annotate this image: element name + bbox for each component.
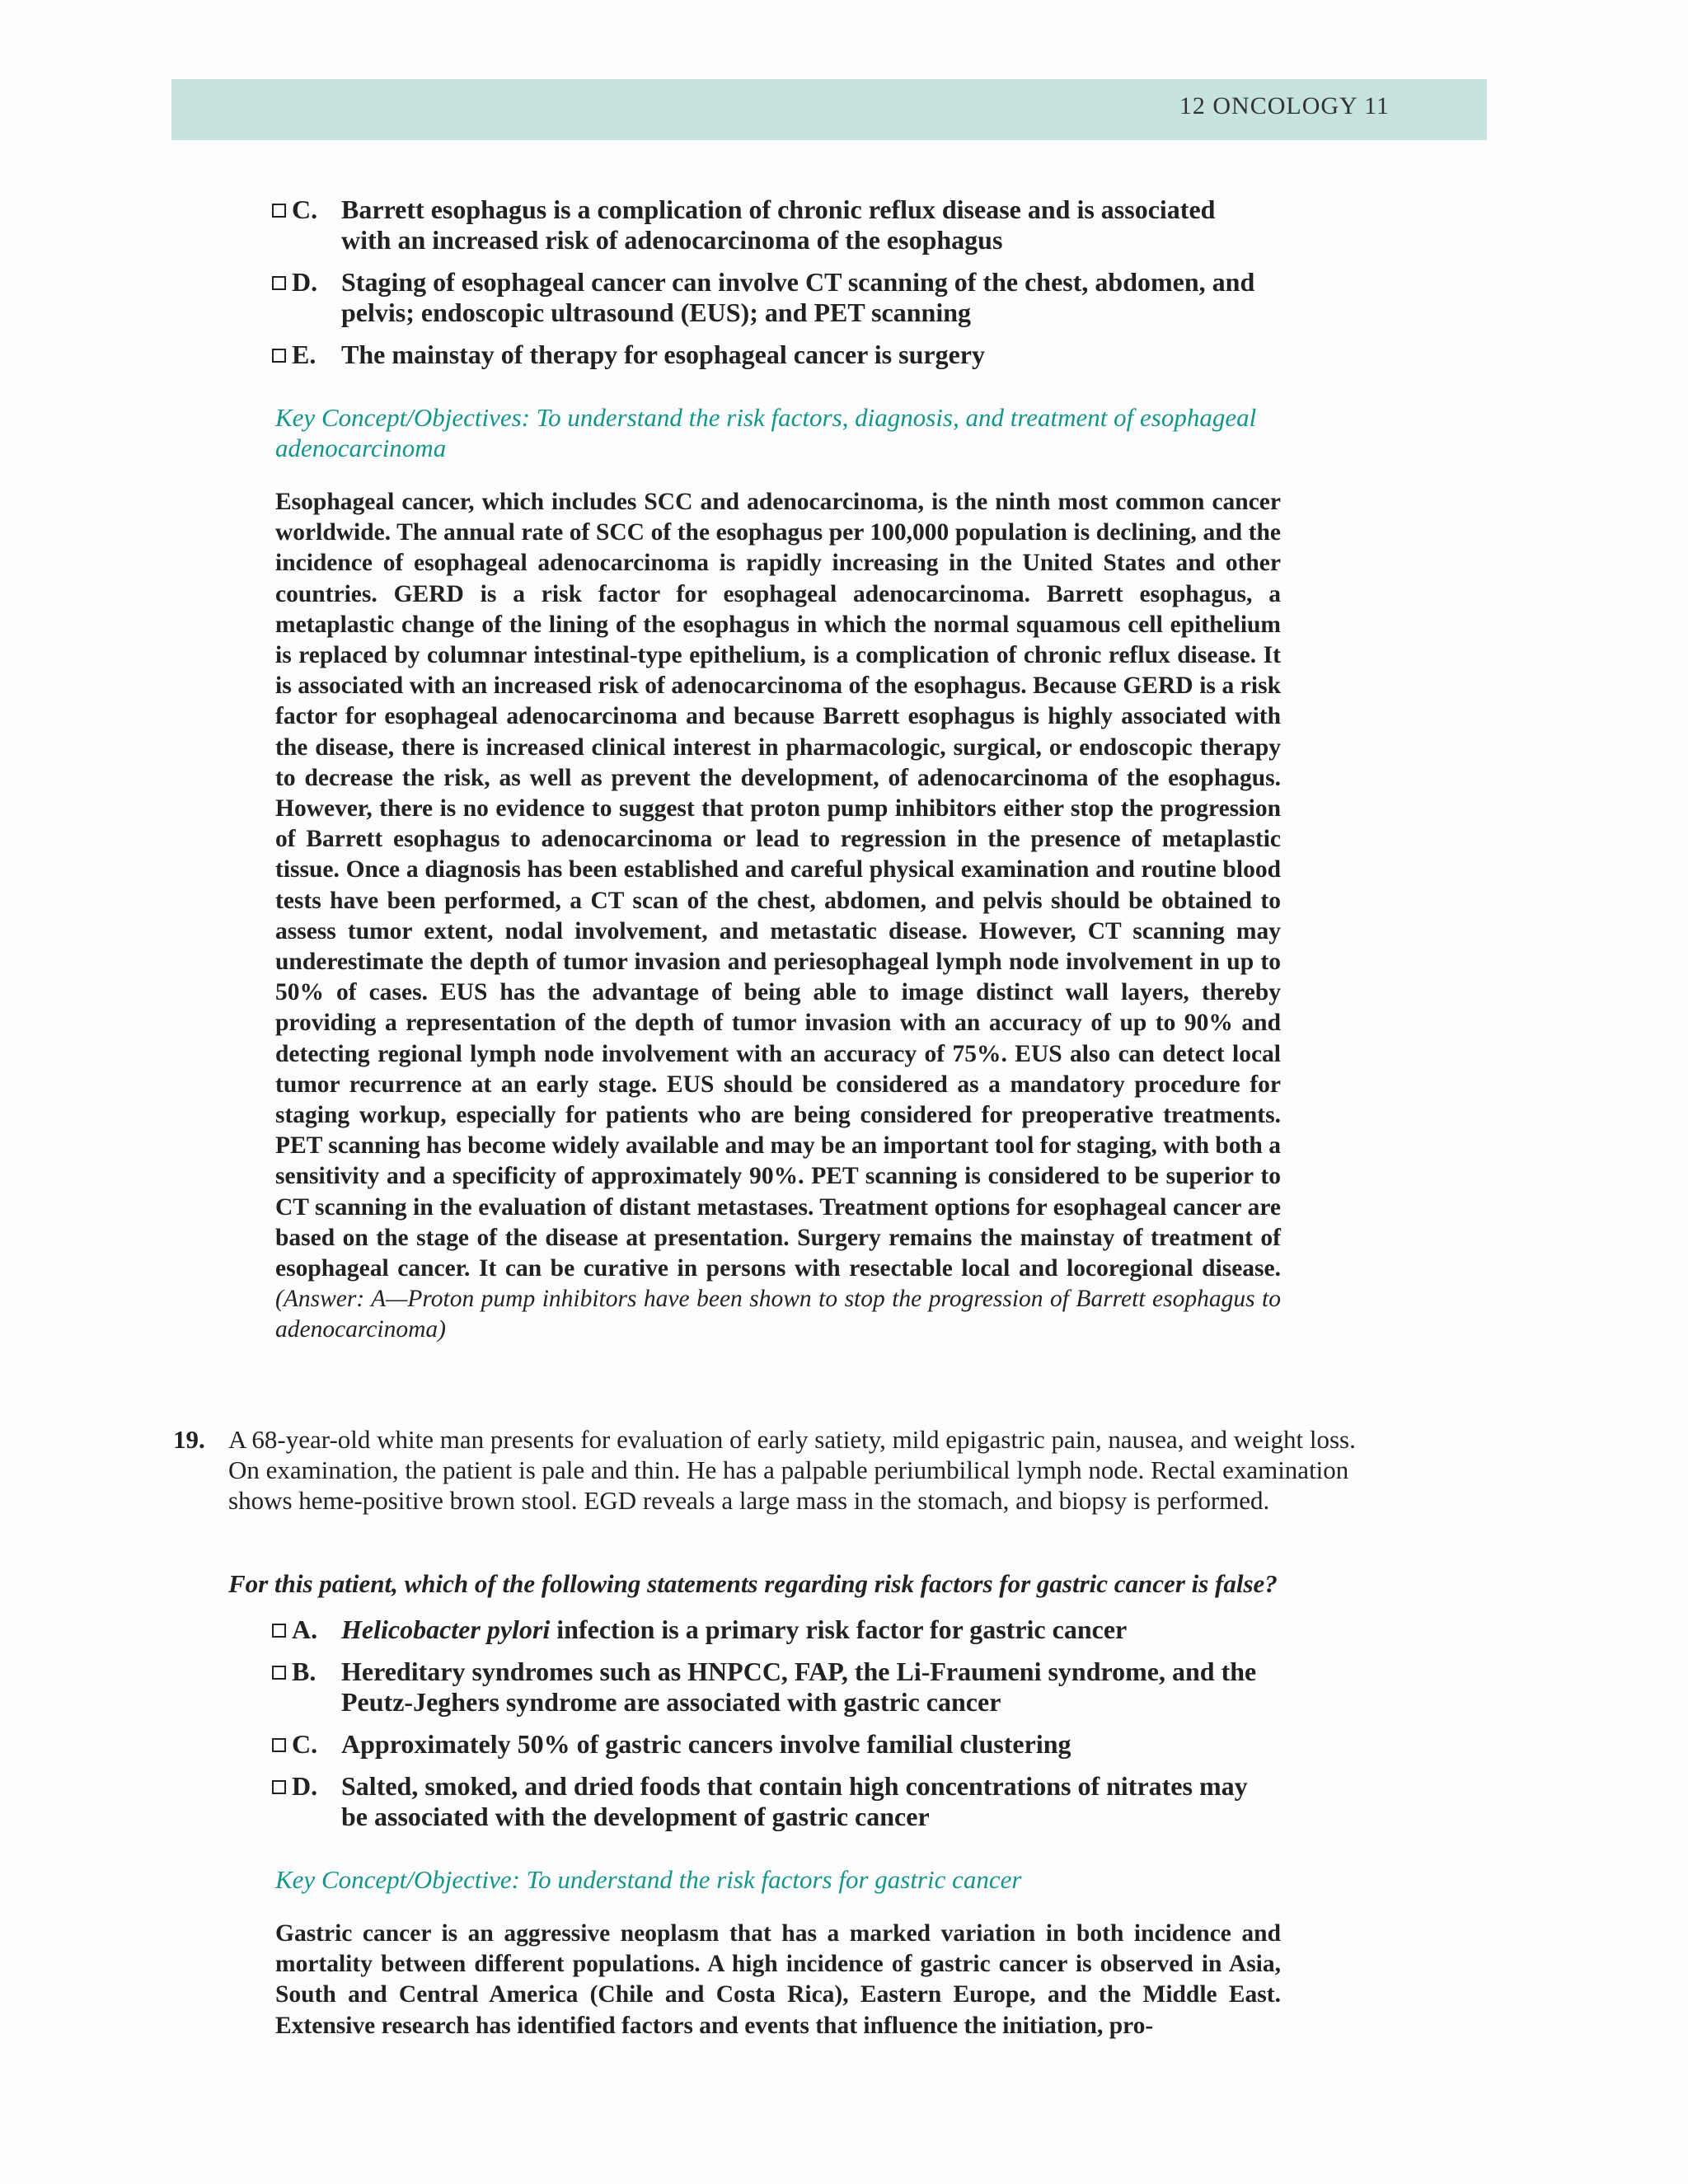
option-text: The mainstay of therapy for esophageal cancer is surgery <box>341 340 985 369</box>
explanation-text: Esophageal cancer, which includes SCC and adenocarcinoma, is the ninth most common cancer worldwide. The annual rate of SCC of the esophagus per 100,000 population is declining, and the incidence of esophageal adenocarcinoma is rapidly increasing in the United States and other countries. GERD is a risk factor for esophageal adenocarcinoma. Barrett esophagus, a metaplastic change of the lining of the esophagus in which the normal squamous cell epithelium is replaced by columnar intestinal-type epithelium, is a complication of chronic reflux disease. It is associated with an increased risk of adenocarcinoma of the esophagus. Because GERD is a risk factor for esophageal adenocarcinoma and because Barrett esophagus is highly associated with the disease, there is increased clinical interest in pharmacologic, surgical, or endoscopic therapy to decrease the risk, as well as prevent the development, of adenocarcinoma of the esophagus. However, there is no evidence to suggest that proton pump inhibitors either stop the progression of Barrett esophagus to adenocarcinoma or lead to regression in the presence of metaplastic tissue. Once a diagnosis has been established and careful physical examination and routine blood tests have been performed, a CT scan of the chest, abdomen, and pelvis should be obtained to assess tumor extent, nodal involvement, and metastatic disease. However, CT scanning may underestimate the depth of tumor invasion and periesophageal lymph node involvement in up to 50% of cases. EUS has the advantage of being able to image distinct wall layers, thereby providing a representation of the depth of tumor invasion with an accuracy of up to 90% and detecting regional lymph node involvement with an accuracy of 75%. EUS also can detect local tumor recurrence at an early stage. EUS should be considered as a mandatory procedure for staging workup, especially for patients who are being considered for preoperative treatments. PET scanning has become widely available and may be an important tool for staging, with both a sensitivity and a specificity of approximately 90%. PET scanning is considered to be superior to CT scanning in the evaluation of distant metastases. Treatment options for esophageal cancer are based on the stage of the disease at presentation. Surgery remains the mainstay of treatment of esophageal cancer. It can be curative in persons with resectable local and locoregional disease. <box>275 489 1281 1282</box>
option-a[interactable] <box>272 1615 1261 1645</box>
option-text: Staging of esophageal cancer can involve CT scanning of the chest, abdomen, and pelvis; endoscopic ultrasound (EUS); and PET scanning <box>341 267 1255 327</box>
checkbox-icon[interactable] <box>272 349 286 363</box>
question-prompt: For this patient, which of the following statements regarding risk factors for gastric cancer is false? <box>228 1569 1278 1598</box>
option-checkbox[interactable]: D. <box>272 1771 341 1832</box>
option-checkbox[interactable]: E. <box>272 340 341 370</box>
option-checkbox[interactable]: C. <box>272 194 341 255</box>
option-checkbox[interactable]: A. <box>272 1615 341 1645</box>
question-number: 19. <box>173 1425 205 1454</box>
option-text: Barrett esophagus is a complication of chronic reflux disease and is associated with an increased risk of adenocarcinoma of the esophagus <box>341 194 1216 255</box>
answer-text: (Answer: A—Proton pump inhibitors have been shown to stop the progression of Barrett esophagus to adenocarcinoma) <box>275 1286 1281 1343</box>
checkbox-icon[interactable] <box>272 204 286 218</box>
prev-question-options <box>272 194 1261 382</box>
checkbox-icon[interactable] <box>272 1666 286 1680</box>
checkbox-icon[interactable] <box>272 1738 286 1752</box>
question-stem: A 68-year-old white man presents for evaluation of early satiety, mild epigastric pain, nausea, and weight loss. On examination, the patient is pale and thin. He has a palpable periumbilical lymph node. Rectal examination shows heme-positive brown stool. EGD reveals a large mass in the stomach, and biopsy is performed. <box>228 1425 1356 1515</box>
checkbox-icon[interactable] <box>272 1624 286 1638</box>
question-19 <box>173 1424 1393 1516</box>
key-concept-gastric: Key Concept/Objective: To understand the risk factors for gastric cancer <box>275 1865 1022 1894</box>
option-text: Hereditary syndromes such as HNPCC, FAP, the Li-Fraumeni syndrome, and the Peutz-Jeghers syndrome are associated with gastric cancer <box>341 1657 1257 1717</box>
option-d[interactable] <box>272 1771 1261 1832</box>
running-header <box>171 79 1487 140</box>
option-text: Approximately 50% of gastric cancers involve familial clustering <box>341 1729 1071 1759</box>
option-checkbox[interactable]: D. <box>272 267 341 328</box>
question-19-options <box>272 1615 1261 1844</box>
option-checkbox[interactable]: B. <box>272 1657 341 1718</box>
option-checkbox[interactable]: C. <box>272 1729 341 1760</box>
option-text: Helicobacter pylori infection is a primary risk factor for gastric cancer <box>341 1615 1128 1644</box>
checkbox-icon[interactable] <box>272 1780 286 1794</box>
option-d[interactable] <box>272 267 1261 328</box>
explanation-esophageal <box>275 487 1281 1346</box>
option-c[interactable] <box>272 1729 1261 1760</box>
option-b[interactable] <box>272 1657 1261 1718</box>
option-c[interactable] <box>272 194 1261 255</box>
option-e[interactable] <box>272 340 1261 370</box>
explanation-gastric: Gastric cancer is an aggressive neoplasm that has a marked variation in both incidence and mortality between different populations. A high incidence of gastric cancer is observed in Asia, South and Central America (Chile and Costa Rica), Eastern Europe, and the Middle East. Extensive research has identified factors and events that influence the initiation, pro- <box>275 1920 1281 2039</box>
option-text: Salted, smoked, and dried foods that contain high concentrations of nitrates may be associated with the development of gastric cancer <box>341 1771 1248 1831</box>
checkbox-icon[interactable] <box>272 276 286 290</box>
key-concept-esophageal: Key Concept/Objectives: To understand the risk factors, diagnosis, and treatment of esophageal adenocarcinoma <box>275 403 1257 462</box>
page-header-text: 12 ONCOLOGY 11 <box>1179 92 1390 120</box>
